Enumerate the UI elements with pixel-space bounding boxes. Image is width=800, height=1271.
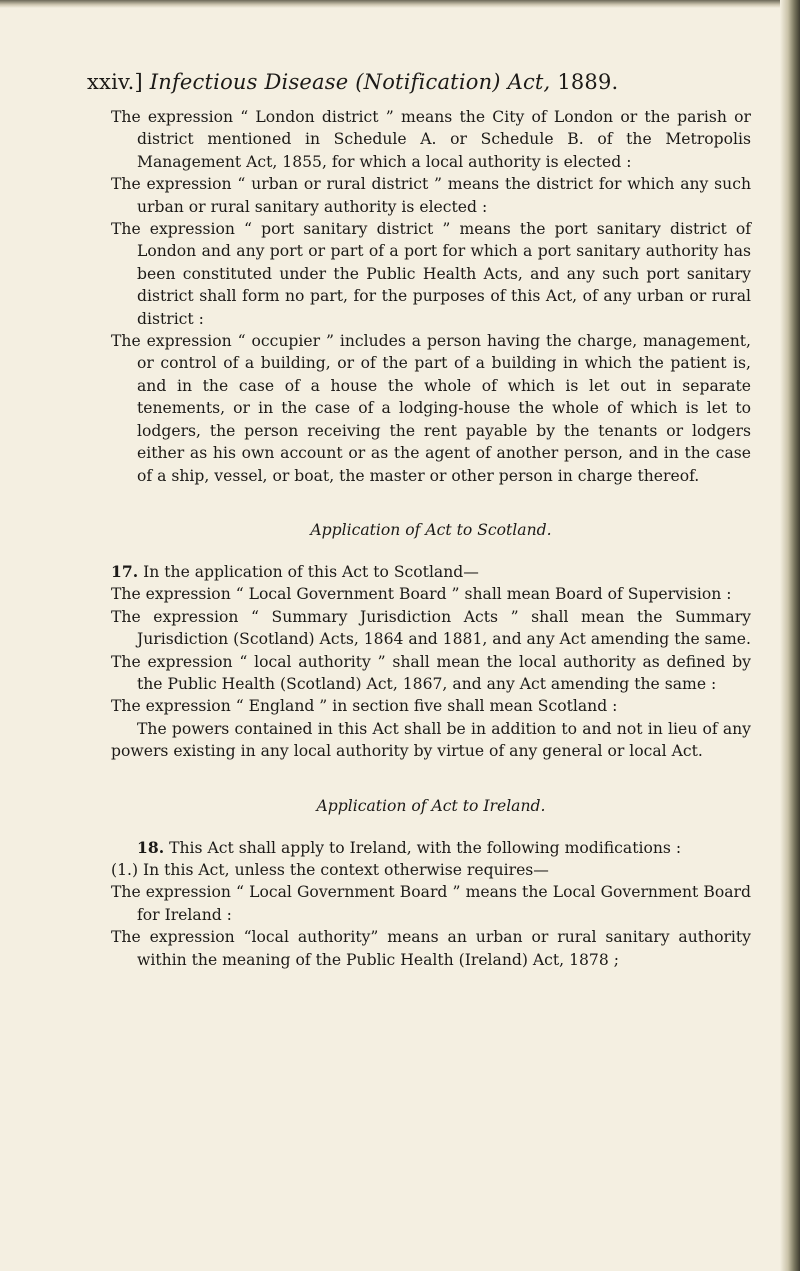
- heading-scotland: Application of Act to Scotland.: [310, 520, 552, 539]
- definition-london-district: The expression “ London district ” means the City of London or the parish or district mentioned in Schedule A. or Schedule B. of the Metropolis Management Act, 1855, for which a local authority is elected :: [111, 108, 751, 171]
- section-17-text: In the application of this Act to Scotland—: [143, 562, 479, 581]
- act-year: 1889.: [557, 70, 619, 94]
- ireland-subsection-1: (1.) In this Act, unless the context otherwise requires—: [111, 860, 549, 879]
- page-content: [87, 70, 751, 971]
- scotland-definition-england: The expression “ England ” in section five shall mean Scotland :: [111, 697, 618, 716]
- chapter-number: xxiv.]: [87, 70, 143, 94]
- definition-occupier: The expression “ occupier ” includes a person having the charge, management, or control of a building, or of the part of a building in which the patient is, and in the case of a house the whole of which is let out in separate tenements, or in the case of a lodging-house the whole of which is let to lodgers, the person receiving the rent payable by the tenants or lodgers either as his own account or as the agent of another person, and in the case of a ship, vessel, or boat, the master or other person in charge thereof.: [111, 332, 751, 485]
- definition-port-sanitary-district: The expression “ port sanitary district ” means the port sanitary district of London and any port or part of a port for which a port sanitary authority has been constituted under the Public Health Acts, and any such port sanitary district shall form no part, for the purposes of this Act, of any urban or rural district :: [111, 220, 751, 328]
- section-18-intro: [111, 837, 751, 859]
- act-title: Infectious Disease (Notification) Act,: [149, 70, 551, 94]
- section-18-number: 18.: [137, 837, 165, 857]
- section-17-intro: [111, 561, 751, 583]
- ireland-definition-local-authority: The expression “local authority” means an urban or rural sanitary authority within the meaning of the Public Health (Ireland) Act, 1878 ;: [111, 928, 751, 969]
- section-18-text: This Act shall apply to Ireland, with the following modifications :: [169, 838, 682, 857]
- running-header: [87, 70, 751, 94]
- scotland-closing: The powers contained in this Act shall be in addition to and not in lieu of any powers existing in any local authority by virtue of any general or local Act.: [111, 719, 751, 761]
- scotland-definition-lgb: The expression “ Local Government Board ” shall mean Board of Supervision :: [111, 585, 732, 604]
- scotland-definition-local-authority: The expression “ local authority ” shall mean the local authority as defined by the Public Health (Scotland) Act, 1867, and any Act amending the same :: [111, 652, 751, 693]
- page-edge-binding: [780, 0, 800, 1271]
- page-edge-shadow: [0, 0, 800, 8]
- scotland-definition-sja: The expression “ Summary Jurisdiction Acts ” shall mean the Summary Jurisdiction (Scotland) Acts, 1864 and 1881, and any Act amending the same.: [111, 607, 751, 649]
- heading-ireland: Application of Act to Ireland.: [316, 796, 546, 815]
- section-17-number: 17.: [111, 561, 139, 581]
- ireland-definition-lgb: The expression “ Local Government Board ” means the Local Government Board for Ireland :: [111, 883, 751, 924]
- definition-urban-rural-district: The expression “ urban or rural district ” means the district for which any such urban or rural sanitary authority is elected :: [111, 175, 751, 216]
